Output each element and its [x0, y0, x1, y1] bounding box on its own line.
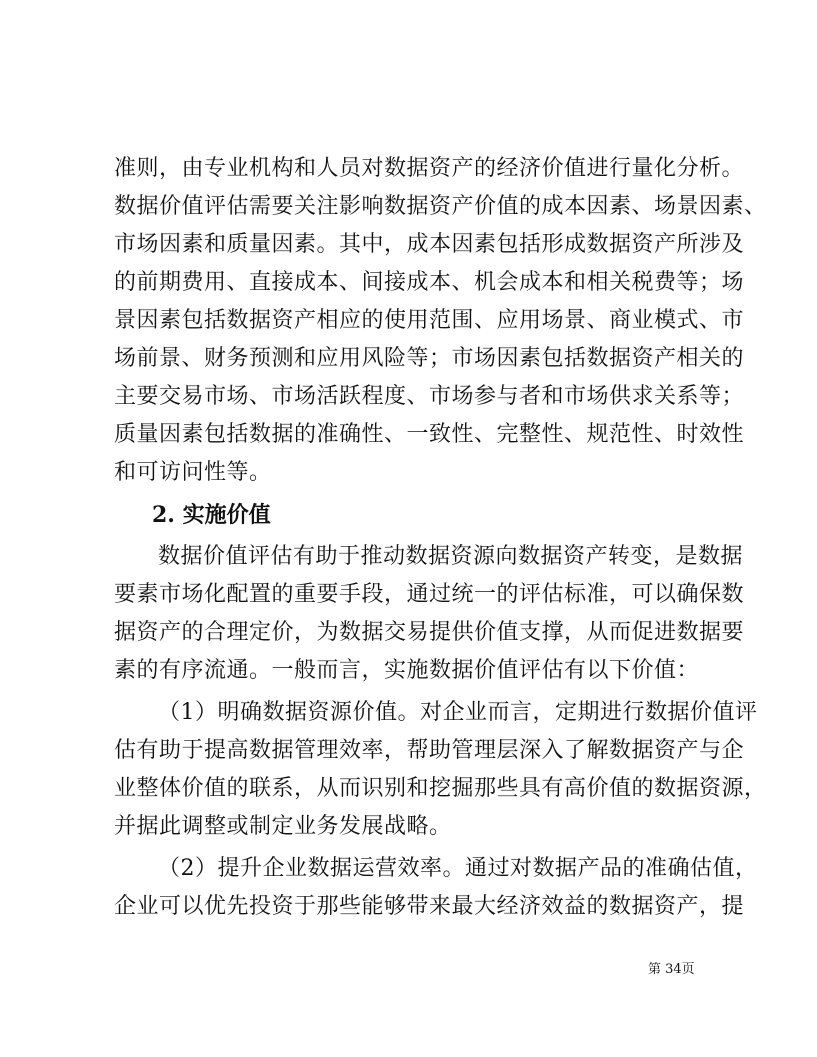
page-number: 第 34页 — [648, 962, 695, 977]
paragraph-4-line-1: （2）提升企业数据运营效率。通过对数据产品的准确估值， — [158, 856, 758, 881]
paragraph-2-line-2: 要素市场化配置的重要手段，通过统一的评估标准，可以确保数 — [114, 582, 745, 607]
paragraph-1-line-8: 质量因素包括数据的准确性、一致性、完整性、规范性、时效性 — [114, 422, 745, 447]
paragraph-2-line-4: 素的有序流通。一般而言，实施数据价值评估有以下价值： — [114, 658, 700, 683]
paragraph-1-line-2: 数据价值评估需要关注影响数据资产价值的成本因素、场景因素、 — [114, 194, 767, 219]
paragraph-2-line-3: 据资产的合理定价，为数据交易提供价值支撑，从而促进数据要 — [114, 620, 745, 645]
paragraph-4-line-2: 企业可以优先投资于那些能够带来最大经济效益的数据资产，提 — [114, 894, 745, 919]
paragraph-3-line-2: 估有助于提高数据管理效率，帮助管理层深入了解数据资产与企 — [114, 738, 745, 763]
paragraph-2-line-1: 数据价值评估有助于推动数据资源向数据资产转变，是数据 — [158, 544, 744, 569]
section-heading: 2. 实施价值 — [152, 502, 271, 528]
paragraph-1-line-3: 市场因素和质量因素。其中，成本因素包括形成数据资产所涉及 — [114, 232, 745, 257]
paragraph-1-line-5: 景因素包括数据资产相应的使用范围、应用场景、商业模式、市 — [114, 308, 745, 333]
paragraph-1-line-1: 准则，由专业机构和人员对数据资产的经济价值进行量化分析。 — [114, 156, 745, 181]
paragraph-1-line-7: 主要交易市场、市场活跃程度、市场参与者和市场供求关系等； — [114, 384, 745, 409]
paragraph-1-line-6: 场前景、财务预测和应用风险等；市场因素包括数据资产相关的 — [114, 346, 745, 371]
paragraph-1-line-9: 和可访问性等。 — [114, 460, 272, 485]
paragraph-3-line-1: （1）明确数据资源价值。对企业而言，定期进行数据价值评 — [158, 700, 758, 725]
paragraph-3-line-4: 并据此调整或制定业务发展战略。 — [114, 814, 452, 839]
paragraph-1-line-4: 的前期费用、直接成本、间接成本、机会成本和相关税费等；场 — [114, 270, 745, 295]
paragraph-3-line-3: 业整体价值的联系，从而识别和挖掘那些具有高价值的数据资源， — [114, 776, 767, 801]
